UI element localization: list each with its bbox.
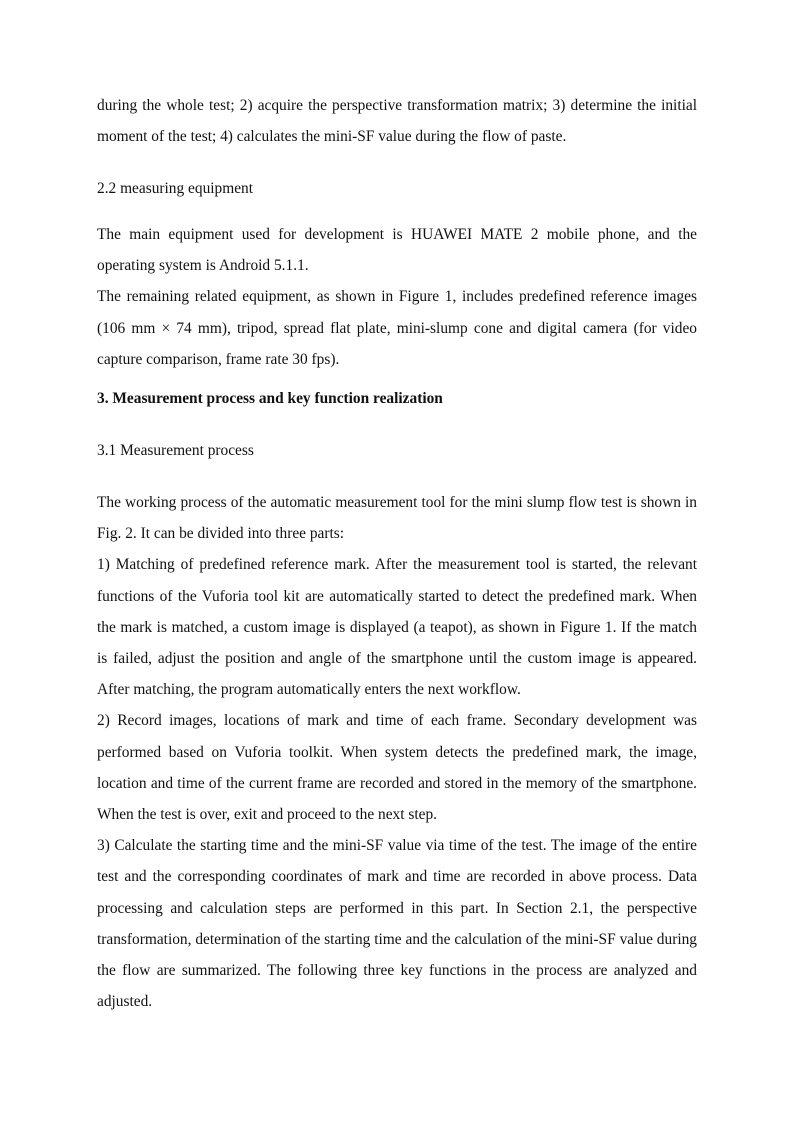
section-heading: 2.2 measuring equipment <box>97 180 254 197</box>
continued-paragraph: during the whole test; 2) acquire the perspective transformation matrix; 3) determine the initial moment of the test; 4) calculates the mini-SF value during the flow of paste. <box>97 97 697 146</box>
paragraph-process-intro: The working process of the automatic measurement tool for the mini slump flow test is shown in Fig. 2. It can be divided into three parts: <box>97 494 697 543</box>
section-3-1-body <box>97 487 697 1017</box>
paragraph-main-equipment: The main equipment used for development is HUAWEI MATE 2 mobile phone, and the operating system is Android 5.1.1. <box>97 226 697 275</box>
section-2-2-heading-block <box>97 173 697 204</box>
paragraph-related-equipment: The remaining related equipment, as shown in Figure 1, includes predefined reference images (106 mm × 74 mm), tripod, spread flat plate, mini-slump cone and digital camera (for video capture comparison, frame rate 30 fps). <box>97 288 697 368</box>
section-heading: 3.1 Measurement process <box>97 442 254 459</box>
section-3-1-heading-block <box>97 435 697 466</box>
section-2-2-body <box>97 219 697 375</box>
section-3-heading-block <box>97 383 697 414</box>
paragraph-step-3: 3) Calculate the starting time and the mini-SF value via time of the test. The image of the entire test and the corresponding coordinates of mark and time are recorded in above process. Data processing and calculation steps are performed in this part. In Section 2.1, the perspective transformation, determination of the starting time and the calculation of the mini-SF value during the flow are summarized. The following three key functions in the process are analyzed and adjusted. <box>97 837 697 1011</box>
paragraph-step-1: 1) Matching of predefined reference mark. After the measurement tool is started, the relevant functions of the Vuforia tool kit are automatically started to detect the predefined mark. When the mark is matched, a custom image is displayed (a teapot), as shown in Figure 1. If the match is failed, adjust the position and angle of the smartphone until the custom image is appeared. After matching, the program automatically enters the next workflow. <box>97 556 697 699</box>
continued-paragraph-block <box>97 90 697 152</box>
section-title: 3. Measurement process and key function realization <box>97 390 443 407</box>
paragraph-step-2: 2) Record images, locations of mark and time of each frame. Secondary development was performed based on Vuforia toolkit. When system detects the predefined mark, the image, location and time of the current frame are recorded and stored in the memory of the smartphone. When the test is over, exit and proceed to the next step. <box>97 712 697 824</box>
